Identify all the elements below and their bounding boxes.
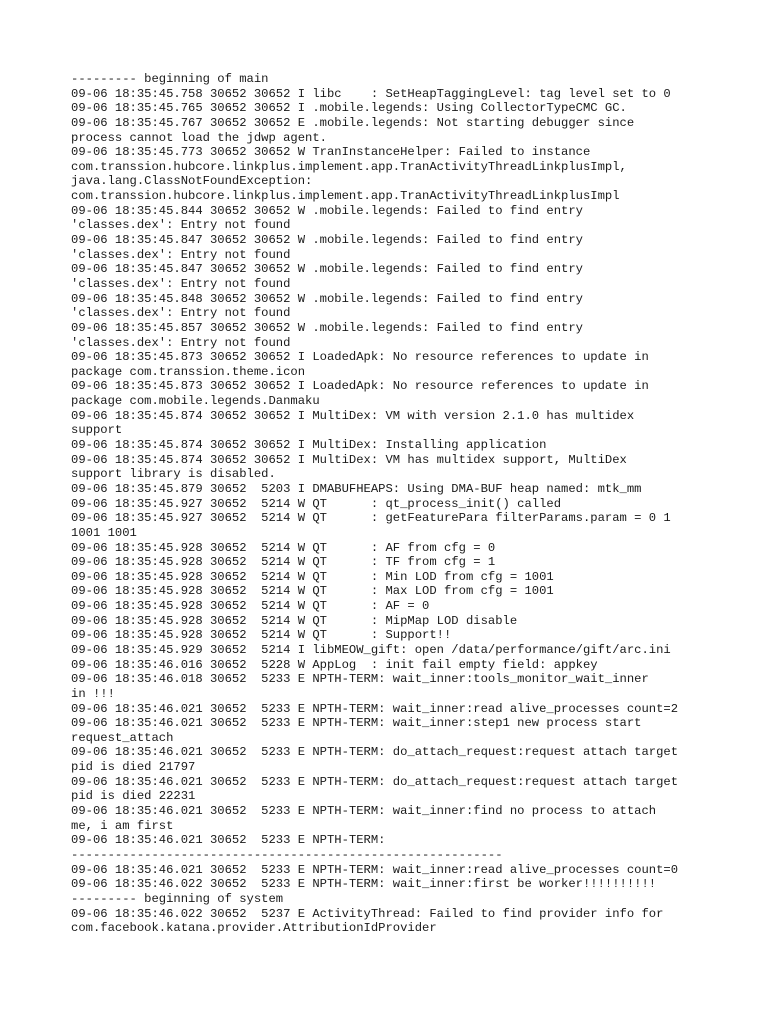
log-line: 09-06 18:35:45.928 30652 5214 W QT : AF = 0	[71, 599, 430, 614]
log-line: 'classes.dex': Entry not found	[71, 247, 291, 262]
log-line: 09-06 18:35:46.022 30652 5233 E NPTH-TERM: wait_inner:first be worker!!!!!!!!!!	[71, 877, 657, 892]
log-line: -----------------------------------------------------------	[71, 847, 503, 862]
log-line: 09-06 18:35:45.928 30652 5214 W QT : Max LOD from cfg = 1001	[71, 584, 554, 599]
log-line: 09-06 18:35:45.879 30652 5203 I DMABUFHEAPS: Using DMA-BUF heap named: mtk_mm	[71, 481, 642, 496]
log-line: process cannot load the jdwp agent.	[71, 130, 327, 145]
log-line: 09-06 18:35:45.773 30652 30652 W TranInstanceHelper: Failed to instance	[71, 145, 591, 160]
log-line: --------- beginning of system	[71, 891, 284, 906]
log-line: 09-06 18:35:45.847 30652 30652 W .mobile.legends: Failed to find entry	[71, 233, 583, 248]
log-line: 'classes.dex': Entry not found	[71, 335, 291, 350]
log-line: 1001 1001	[71, 525, 137, 540]
log-line: request_attach	[71, 730, 174, 745]
log-line: 09-06 18:35:45.928 30652 5214 W QT : Support!!	[71, 628, 452, 643]
log-line: in !!!	[71, 686, 115, 701]
log-line: 'classes.dex': Entry not found	[71, 218, 291, 233]
log-line: 09-06 18:35:45.873 30652 30652 I LoadedApk: No resource references to update in	[71, 379, 649, 394]
log-line: 09-06 18:35:46.021 30652 5233 E NPTH-TERM:	[71, 833, 386, 848]
log-line: 09-06 18:35:45.928 30652 5214 W QT : Min LOD from cfg = 1001	[71, 569, 554, 584]
log-line: 09-06 18:35:45.844 30652 30652 W .mobile.legends: Failed to find entry	[71, 203, 583, 218]
log-line: 09-06 18:35:45.847 30652 30652 W .mobile.legends: Failed to find entry	[71, 262, 583, 277]
log-line: 09-06 18:35:45.928 30652 5214 W QT : TF from cfg = 1	[71, 555, 496, 570]
log-line: 09-06 18:35:45.873 30652 30652 I LoadedApk: No resource references to update in	[71, 350, 649, 365]
log-line: 09-06 18:35:45.874 30652 30652 I MultiDex: Installing application	[71, 438, 547, 453]
log-line: 09-06 18:35:45.927 30652 5214 W QT : qt_process_init() called	[71, 496, 562, 511]
log-line: 09-06 18:35:46.016 30652 5228 W AppLog : init fail empty field: appkey	[71, 657, 598, 672]
log-line: support library is disabled.	[71, 467, 276, 482]
log-line: package com.mobile.legends.Danmaku	[71, 394, 320, 409]
log-line: 09-06 18:35:46.021 30652 5233 E NPTH-TERM: do_attach_request:request attach target	[71, 774, 679, 789]
log-line: 09-06 18:35:45.928 30652 5214 W QT : AF from cfg = 0	[71, 540, 496, 555]
log-line: package com.transsion.theme.icon	[71, 364, 306, 379]
log-line: 'classes.dex': Entry not found	[71, 276, 291, 291]
log-line: 09-06 18:35:45.767 30652 30652 E .mobile.legends: Not starting debugger since	[71, 115, 635, 130]
log-line: 09-06 18:35:45.758 30652 30652 I libc : SetHeapTaggingLevel: tag level set to 0	[71, 86, 671, 101]
log-line: 09-06 18:35:46.021 30652 5233 E NPTH-TERM: do_attach_request:request attach target	[71, 745, 679, 760]
log-line: com.transsion.hubcore.linkplus.implement.app.TranActivityThreadLinkplusImpl,	[71, 159, 627, 174]
log-line: 09-06 18:35:45.927 30652 5214 W QT : getFeaturePara filterParams.param = 0 1	[71, 511, 671, 526]
log-line: --------- beginning of main	[71, 72, 269, 86]
log-line: 09-06 18:35:45.857 30652 30652 W .mobile.legends: Failed to find entry	[71, 320, 583, 335]
log-line: support	[71, 423, 123, 438]
log-line: com.facebook.katana.provider.AttributionIdProvider	[71, 921, 437, 936]
log-line: 09-06 18:35:45.848 30652 30652 W .mobile.legends: Failed to find entry	[71, 291, 583, 306]
log-line: pid is died 22231	[71, 789, 196, 804]
log-line: 09-06 18:35:45.929 30652 5214 I libMEOW_gift: open /data/performance/gift/arc.ini	[71, 642, 671, 657]
log-line: 'classes.dex': Entry not found	[71, 306, 291, 321]
log-line: com.transsion.hubcore.linkplus.implement.app.TranActivityThreadLinkplusImpl	[71, 189, 620, 204]
log-line: 09-06 18:35:46.021 30652 5233 E NPTH-TERM: wait_inner:read alive_processes count=0	[71, 862, 679, 877]
log-line: me, i am first	[71, 818, 174, 833]
log-line: 09-06 18:35:46.018 30652 5233 E NPTH-TERM: wait_inner:tools_monitor_wait_inner	[71, 672, 649, 687]
log-document	[71, 72, 761, 936]
log-line: 09-06 18:35:46.021 30652 5233 E NPTH-TERM: wait_inner:step1 new process start	[71, 716, 642, 731]
log-line: pid is died 21797	[71, 760, 196, 775]
log-line: 09-06 18:35:45.874 30652 30652 I MultiDex: VM with version 2.1.0 has multidex	[71, 408, 635, 423]
log-line: 09-06 18:35:46.021 30652 5233 E NPTH-TERM: wait_inner:find no process to attach	[71, 804, 657, 819]
log-line: 09-06 18:35:46.022 30652 5237 E ActivityThread: Failed to find provider info for	[71, 906, 664, 921]
log-line: 09-06 18:35:45.928 30652 5214 W QT : MipMap LOD disable	[71, 613, 518, 628]
log-line: 09-06 18:35:45.874 30652 30652 I MultiDex: VM has multidex support, MultiDex	[71, 452, 627, 467]
log-line: 09-06 18:35:46.021 30652 5233 E NPTH-TERM: wait_inner:read alive_processes count=2	[71, 701, 679, 716]
log-line: 09-06 18:35:45.765 30652 30652 I .mobile.legends: Using CollectorTypeCMC GC.	[71, 101, 627, 116]
log-line: java.lang.ClassNotFoundException:	[71, 174, 313, 189]
